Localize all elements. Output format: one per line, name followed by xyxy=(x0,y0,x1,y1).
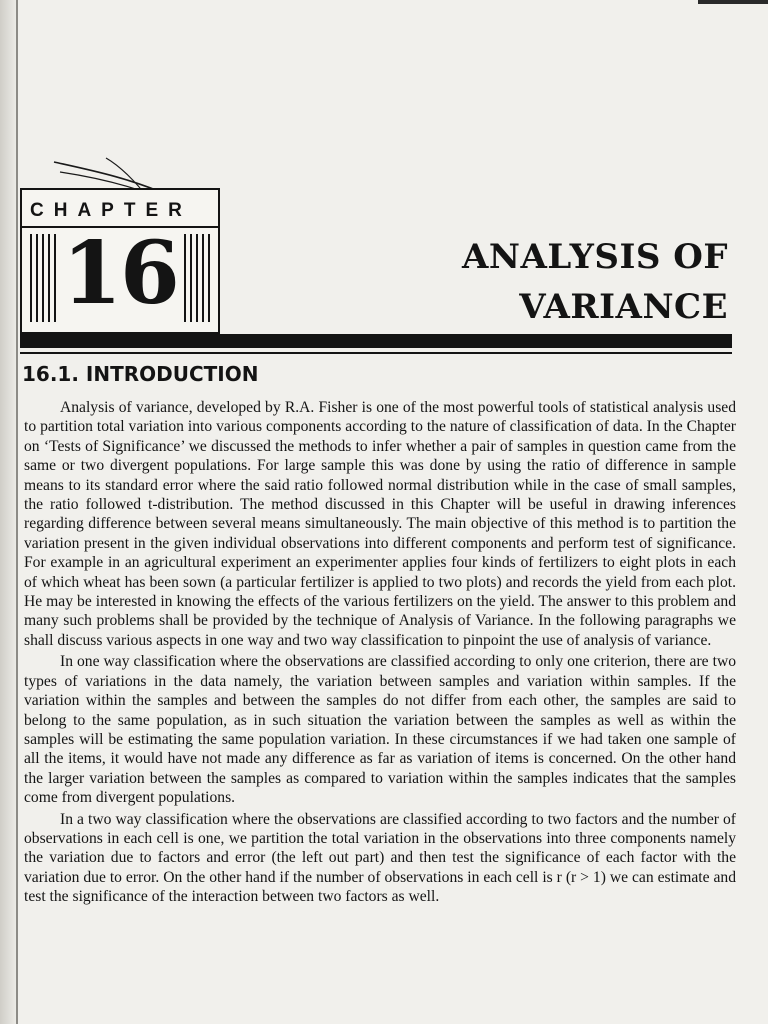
decorative-bars-right xyxy=(184,234,210,322)
chapter-title xyxy=(462,232,728,332)
chapter-title-line-2: VARIANCE xyxy=(519,287,728,327)
book-page-edge xyxy=(0,0,18,1024)
body-text xyxy=(24,398,736,907)
section-heading: 16.1. INTRODUCTION xyxy=(22,362,259,386)
decorative-bars-left xyxy=(30,234,56,322)
chapter-title-line-1: ANALYSIS OF xyxy=(462,237,728,277)
paragraph-3: In a two way classification where the observations are classified according to two factors and the number of observations in each cell is one, we partition the total variation in the observations into three components namely the variation due to factors and error (the left out part) and then test the significance of each factor with the variation due to error. On the other hand if the number of observations in each cell is r (r > 1) we can estimate and test the significance of the interaction between two factors as well. xyxy=(24,810,736,906)
chapter-label: CHAPTER xyxy=(22,196,218,228)
paragraph-1: Analysis of variance, developed by R.A. Fisher is one of the most powerful tools of statistical analysis used to partition total variation into various components according to the nature of classification of data. In the Chapter on ‘Tests of Significance’ we discussed the methods to infer whether a pair of samples in question came from the same or two divergent populations. For large sample this was done by using the ratio of difference in sample means to its standard error where the said ratio followed normal distribution while in the case of small samples, the ratio followed t-distribution. The method discussed in this Chapter will be useful in drawing inferences regarding difference between several means simultaneously. The main objective of this method is to partition the variation present in the given individual observations into different components and perform test of significance. For example in an agricultural experiment an experimenter applies four kinds of fertilizers to eight plots in each of which wheat has been sown (a particular fertilizer is applied to two plots) and records the yield from each plot. He may be interested in knowing the effects of the various fertilizers on the yield. The answer to this problem and many such problems shall be provided by the technique of Analysis of Variance. In the following paragraphs we shall discuss various aspects in one way and two way classification to pinpoint the use of analysis of variance. xyxy=(24,399,736,649)
chapter-number: 16 xyxy=(62,223,178,324)
page-corner-shadow xyxy=(698,0,768,4)
heading-rule xyxy=(20,334,732,348)
paragraph-2: In one way classification where the observations are classified according to only one criterion, there are two types of variations in the data namely, the variation between samples and variation within samples. If the variation within the samples and between the samples do not differ from each other, the samples are said to belong to the same population, as in such situation the variation between the samples as well as within the samples will be estimating the same population variation. In these circumstances if we had taken one sample of all the items, it would have not made any difference as far as variation of items is concerned. On the other hand the larger variation between the samples as compared to variation within the samples indicates that the samples come from divergent populations. xyxy=(24,653,736,807)
heading-rule-thin xyxy=(20,352,732,354)
chapter-badge xyxy=(20,188,220,334)
